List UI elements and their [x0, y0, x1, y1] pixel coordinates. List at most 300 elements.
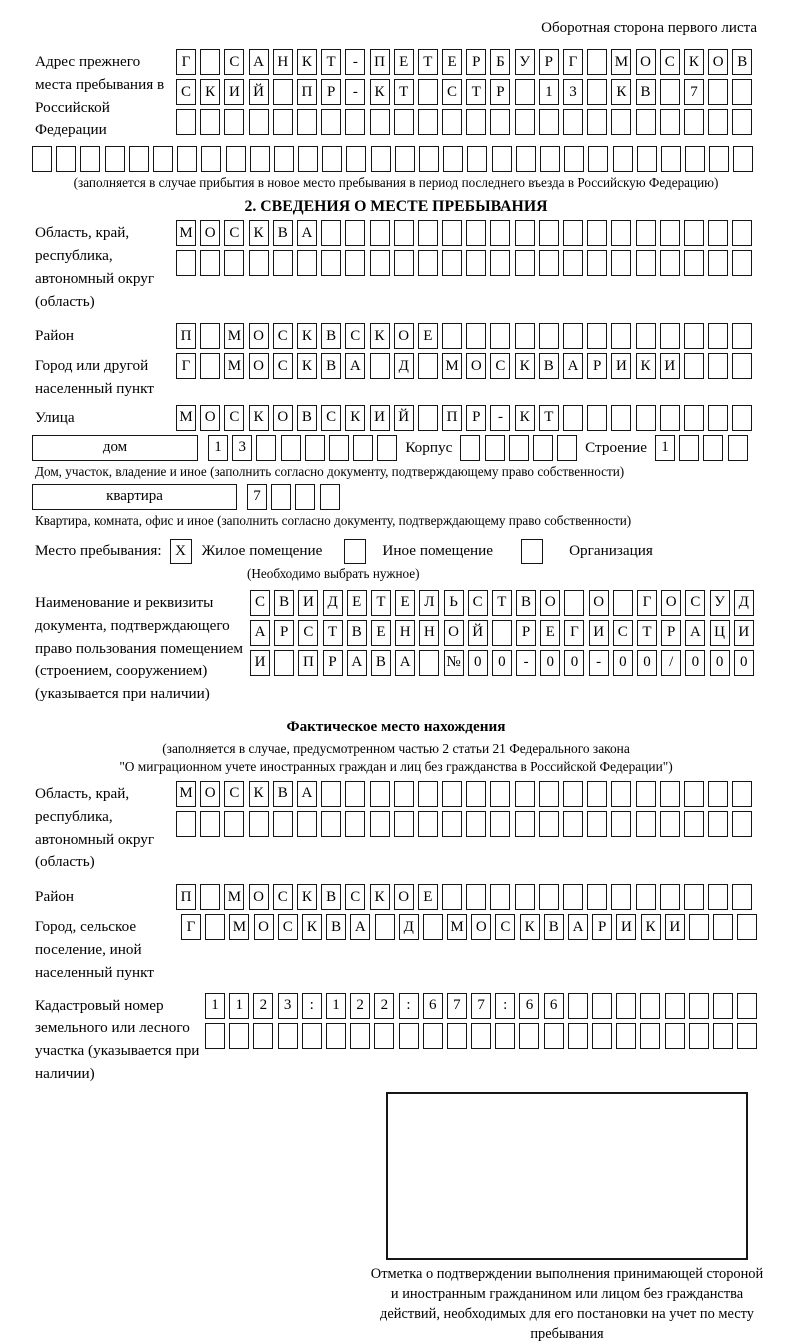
form-cell — [345, 109, 365, 135]
form-cell — [226, 146, 246, 172]
form-cell: М — [224, 353, 244, 379]
form-cell: О — [249, 353, 269, 379]
form-cell — [371, 146, 391, 172]
form-cell — [563, 884, 583, 910]
form-cell — [660, 109, 680, 135]
form-cell — [613, 590, 633, 616]
form-cell — [418, 811, 438, 837]
cadastre-group — [35, 993, 757, 1086]
district-label: Район — [35, 327, 75, 345]
house-cells — [208, 435, 397, 461]
form-cell: О — [273, 405, 293, 431]
form-cell: С — [224, 781, 244, 807]
form-cell — [611, 250, 631, 276]
form-cell: М — [176, 405, 196, 431]
form-cell: К — [611, 79, 631, 105]
form-cell — [492, 146, 512, 172]
form-cell: Д — [734, 590, 754, 616]
form-cell: - — [345, 49, 365, 75]
form-cell — [587, 109, 607, 135]
form-cell — [708, 781, 728, 807]
form-cell — [370, 811, 390, 837]
form-cell — [302, 1023, 322, 1049]
form-cell — [733, 146, 753, 172]
form-cell — [418, 353, 438, 379]
fact-city-row — [181, 914, 757, 940]
form-cell: О — [249, 323, 269, 349]
form-cell: Е — [371, 620, 391, 646]
form-cell: 1 — [229, 993, 249, 1019]
form-cell — [684, 781, 704, 807]
form-cell: К — [249, 405, 269, 431]
form-cell — [637, 146, 657, 172]
form-cell — [684, 353, 704, 379]
form-cell — [708, 323, 728, 349]
form-cell — [200, 109, 220, 135]
form-cell: 0 — [734, 650, 754, 676]
stroenie-label: Строение — [585, 438, 647, 456]
form-cell — [256, 435, 276, 461]
form-cell: 7 — [684, 79, 704, 105]
form-cell — [636, 405, 656, 431]
form-cell: 1 — [655, 435, 675, 461]
form-cell — [466, 220, 486, 246]
form-cell: А — [345, 353, 365, 379]
form-cell: Ь — [444, 590, 464, 616]
form-cell: Л — [419, 590, 439, 616]
apartment-note: Квартира, комната, офис и иное (заполнить согласно документу, подтверждающему право собственности) — [35, 512, 632, 528]
form-cell: Г — [181, 914, 201, 940]
form-cell — [689, 914, 709, 940]
form-cell: О — [254, 914, 274, 940]
form-cell — [490, 109, 510, 135]
form-cell: В — [539, 353, 559, 379]
form-cell — [419, 146, 439, 172]
form-cell: С — [442, 79, 462, 105]
form-cell — [273, 811, 293, 837]
form-cell: О — [636, 49, 656, 75]
form-cell: Т — [394, 79, 414, 105]
form-cell — [224, 109, 244, 135]
form-cell — [588, 146, 608, 172]
form-cell — [708, 109, 728, 135]
form-cell — [442, 781, 462, 807]
form-cell — [660, 781, 680, 807]
form-cell — [636, 811, 656, 837]
form-cell — [616, 1023, 636, 1049]
form-cell: П — [297, 79, 317, 105]
form-cell: / — [661, 650, 681, 676]
form-cell: 0 — [468, 650, 488, 676]
form-cell — [345, 811, 365, 837]
actual-location-note-line2: "О миграционном учете иностранных граждан и лиц без гражданства в Российской Федерации") — [119, 759, 673, 775]
form-cell — [249, 811, 269, 837]
form-cell: О — [540, 590, 560, 616]
form-cell — [224, 811, 244, 837]
form-cell — [539, 250, 559, 276]
form-cell: О — [394, 323, 414, 349]
form-cell: К — [297, 884, 317, 910]
actual-location-note — [35, 740, 757, 777]
region-row-1 — [176, 220, 752, 246]
form-cell — [592, 1023, 612, 1049]
form-cell: К — [370, 79, 390, 105]
form-cell: О — [200, 405, 220, 431]
form-cell: С — [224, 405, 244, 431]
form-cell — [273, 109, 293, 135]
form-cell: П — [176, 323, 196, 349]
form-cell — [321, 781, 341, 807]
form-cell: Е — [418, 884, 438, 910]
form-cell: С — [273, 353, 293, 379]
form-cell — [370, 250, 390, 276]
prev-address-note: (заполняется в случае прибытия в новое место пребывания в период последнего въезда в Российскую Федерацию) — [73, 175, 719, 191]
form-cell: С — [176, 79, 196, 105]
form-cell — [177, 146, 197, 172]
form-cell — [684, 884, 704, 910]
form-cell — [640, 1023, 660, 1049]
form-cell — [684, 405, 704, 431]
form-cell — [544, 1023, 564, 1049]
form-cell: М — [176, 220, 196, 246]
form-cell — [660, 250, 680, 276]
form-cell — [611, 109, 631, 135]
fact-city-group — [35, 914, 757, 984]
form-cell — [611, 405, 631, 431]
form-cell: Р — [321, 79, 341, 105]
form-cell: Р — [592, 914, 612, 940]
form-cell: Д — [394, 353, 414, 379]
apartment-row — [32, 484, 757, 510]
form-cell: О — [708, 49, 728, 75]
form-cell — [732, 353, 752, 379]
form-cell — [563, 250, 583, 276]
form-cell — [250, 146, 270, 172]
form-cell — [295, 484, 315, 510]
form-cell — [418, 250, 438, 276]
form-cell: 1 — [539, 79, 559, 105]
form-cell — [636, 109, 656, 135]
form-cell — [636, 220, 656, 246]
form-cell — [708, 405, 728, 431]
form-cell: Т — [539, 405, 559, 431]
form-cell — [557, 435, 577, 461]
region-row-2 — [176, 250, 752, 276]
form-cell: А — [347, 650, 367, 676]
form-cell — [326, 1023, 346, 1049]
option-organizacia-label: Организация — [569, 542, 653, 560]
form-cell — [708, 884, 728, 910]
form-cell — [732, 220, 752, 246]
checkbox-inoe — [344, 539, 366, 564]
form-cell: Е — [395, 590, 415, 616]
form-cell: К — [520, 914, 540, 940]
form-cell: А — [395, 650, 415, 676]
form-cell — [492, 620, 512, 646]
form-cell — [32, 146, 52, 172]
form-cell: С — [250, 590, 270, 616]
form-cell: 0 — [564, 650, 584, 676]
apartment-box-label: квартира — [32, 484, 237, 510]
fact-region-label: Область, край, республика, автономный округ (область) — [35, 784, 155, 871]
form-cell — [732, 79, 752, 105]
form-cell — [611, 811, 631, 837]
form-cell: В — [297, 405, 317, 431]
form-cell — [321, 220, 341, 246]
form-cell: 1 — [205, 993, 225, 1019]
form-cell — [539, 811, 559, 837]
form-cell — [205, 1023, 225, 1049]
option-inoe-label: Иное помещение — [382, 542, 494, 560]
form-cell: О — [466, 353, 486, 379]
form-cell: К — [200, 79, 220, 105]
form-cell — [442, 220, 462, 246]
form-cell — [322, 146, 342, 172]
form-cell — [708, 353, 728, 379]
form-cell — [201, 146, 221, 172]
form-cell — [660, 79, 680, 105]
form-cell — [587, 220, 607, 246]
form-cell — [640, 993, 660, 1019]
document-group — [35, 590, 757, 706]
form-cell — [515, 811, 535, 837]
fact-district-group — [35, 884, 757, 910]
form-cell: № — [444, 650, 464, 676]
form-cell — [661, 146, 681, 172]
form-cell: А — [297, 220, 317, 246]
form-cell — [515, 323, 535, 349]
form-cell — [370, 353, 390, 379]
form-cell: К — [370, 323, 390, 349]
form-cell — [353, 435, 373, 461]
fact-district-row — [176, 884, 752, 910]
stamp-area — [367, 1092, 767, 1344]
actual-location-note-line1: (заполняется в случае, предусмотренном частью 2 статьи 21 Федерального закона — [162, 740, 630, 756]
form-cell — [321, 109, 341, 135]
form-cell — [297, 811, 317, 837]
form-cell: 3 — [278, 993, 298, 1019]
place-type-label: Место пребывания: — [35, 542, 162, 560]
form-cell: К — [370, 884, 390, 910]
form-cell — [515, 884, 535, 910]
form-cell — [708, 220, 728, 246]
stamp-caption: Отметка о подтверждении выполнения принимающей стороной и иностранным гражданином или лицом без гражданства действий, необходимых для его постановки на учет по месту пребывания — [370, 1265, 764, 1343]
form-cell: М — [176, 781, 196, 807]
form-cell — [564, 146, 584, 172]
street-group — [35, 405, 757, 431]
form-cell — [515, 781, 535, 807]
form-cell: С — [273, 323, 293, 349]
fact-region-row-2 — [176, 811, 752, 837]
korpus-cells — [460, 435, 577, 461]
form-cell — [587, 49, 607, 75]
form-cell — [516, 146, 536, 172]
form-cell — [539, 109, 559, 135]
form-cell: Г — [176, 49, 196, 75]
form-cell: С — [495, 914, 515, 940]
form-cell: М — [442, 353, 462, 379]
form-cell: 0 — [492, 650, 512, 676]
form-cell — [345, 250, 365, 276]
fact-region-group — [35, 781, 757, 874]
form-cell: К — [297, 353, 317, 379]
form-cell: Е — [442, 49, 462, 75]
korpus-label: Корпус — [405, 438, 453, 456]
form-cell — [611, 884, 631, 910]
form-cell: Б — [490, 49, 510, 75]
form-cell — [515, 79, 535, 105]
form-cell — [611, 323, 631, 349]
form-cell: А — [297, 781, 317, 807]
form-cell — [732, 250, 752, 276]
form-cell: В — [347, 620, 367, 646]
form-cell — [297, 250, 317, 276]
form-cell — [515, 109, 535, 135]
form-cell — [684, 109, 704, 135]
form-cell — [708, 811, 728, 837]
form-cell: И — [298, 590, 318, 616]
form-cell: А — [249, 49, 269, 75]
form-cell — [466, 109, 486, 135]
form-cell: 2 — [374, 993, 394, 1019]
form-cell — [587, 884, 607, 910]
stamp-box — [386, 1092, 748, 1260]
form-cell — [684, 323, 704, 349]
form-cell: - — [589, 650, 609, 676]
form-cell: О — [661, 590, 681, 616]
form-cell — [737, 914, 757, 940]
street-label: Улица — [35, 408, 75, 426]
form-cell: Е — [540, 620, 560, 646]
form-cell — [732, 109, 752, 135]
form-cell — [176, 811, 196, 837]
form-cell: В — [516, 590, 536, 616]
form-cell: Р — [587, 353, 607, 379]
form-cell: К — [515, 405, 535, 431]
form-cell — [105, 146, 125, 172]
form-cell: К — [297, 49, 317, 75]
form-cell: 0 — [710, 650, 730, 676]
form-cell — [636, 781, 656, 807]
form-cell: В — [321, 323, 341, 349]
form-cell — [485, 435, 505, 461]
place-type-row — [35, 539, 757, 564]
form-cell — [200, 811, 220, 837]
prev-address-row-2 — [176, 79, 752, 105]
form-cell — [345, 781, 365, 807]
form-cell — [587, 323, 607, 349]
form-cell: П — [442, 405, 462, 431]
form-cell — [564, 590, 584, 616]
form-cell: Е — [418, 323, 438, 349]
form-cell — [703, 435, 723, 461]
city-label: Город или другой населенный пункт — [35, 357, 154, 398]
form-cell: В — [273, 220, 293, 246]
form-cell: В — [326, 914, 346, 940]
form-cell — [732, 811, 752, 837]
form-cell: : — [399, 993, 419, 1019]
form-cell: 3 — [563, 79, 583, 105]
form-cell: А — [685, 620, 705, 646]
form-cell: С — [490, 353, 510, 379]
form-cell — [539, 884, 559, 910]
form-cell — [540, 146, 560, 172]
form-cell: С — [224, 49, 244, 75]
form-cell — [713, 914, 733, 940]
form-cell — [418, 781, 438, 807]
district-row — [176, 323, 752, 349]
form-cell — [153, 146, 173, 172]
form-cell: И — [589, 620, 609, 646]
form-cell — [568, 993, 588, 1019]
form-cell: П — [370, 49, 390, 75]
house-box-label: дом — [32, 435, 198, 461]
form-cell: И — [370, 405, 390, 431]
form-cell — [490, 811, 510, 837]
form-cell — [418, 109, 438, 135]
form-cell — [713, 993, 733, 1019]
form-cell: 7 — [471, 993, 491, 1019]
form-cell — [660, 220, 680, 246]
form-cell — [442, 884, 462, 910]
form-cell: Г — [637, 590, 657, 616]
form-cell — [345, 220, 365, 246]
document-row-3 — [250, 650, 754, 676]
form-cell — [613, 146, 633, 172]
cadastre-label: Кадастровый номер земельного или лесного участка (указывается при наличии) — [35, 996, 200, 1082]
form-cell — [713, 1023, 733, 1049]
form-cell: Е — [347, 590, 367, 616]
form-cell: 7 — [247, 484, 267, 510]
form-cell: П — [298, 650, 318, 676]
form-cell: О — [471, 914, 491, 940]
form-cell: Т — [466, 79, 486, 105]
apartment-cells — [247, 484, 340, 510]
form-cell — [495, 1023, 515, 1049]
form-cell — [329, 435, 349, 461]
form-cell — [587, 781, 607, 807]
form-cell — [297, 109, 317, 135]
form-cell: С — [278, 914, 298, 940]
form-cell: 0 — [637, 650, 657, 676]
form-cell: М — [224, 884, 244, 910]
form-cell: С — [224, 220, 244, 246]
form-cell — [732, 884, 752, 910]
form-cell — [298, 146, 318, 172]
prev-address-group — [35, 49, 757, 142]
form-cell: М — [611, 49, 631, 75]
form-cell — [563, 781, 583, 807]
form-cell — [519, 1023, 539, 1049]
form-cell: С — [660, 49, 680, 75]
form-cell — [350, 1023, 370, 1049]
form-cell — [271, 484, 291, 510]
form-cell: О — [444, 620, 464, 646]
form-cell — [490, 884, 510, 910]
form-cell: С — [345, 884, 365, 910]
form-cell — [737, 993, 757, 1019]
form-cell: 6 — [423, 993, 443, 1019]
form-cell: В — [732, 49, 752, 75]
region-group — [35, 220, 757, 313]
form-cell — [418, 405, 438, 431]
form-cell — [460, 435, 480, 461]
form-cell: Р — [539, 49, 559, 75]
form-cell: Р — [516, 620, 536, 646]
form-cell — [56, 146, 76, 172]
house-note: Дом, участок, владение и иное (заполнить согласно документу, подтверждающему право собственности) — [35, 463, 625, 479]
form-cell: Р — [466, 405, 486, 431]
